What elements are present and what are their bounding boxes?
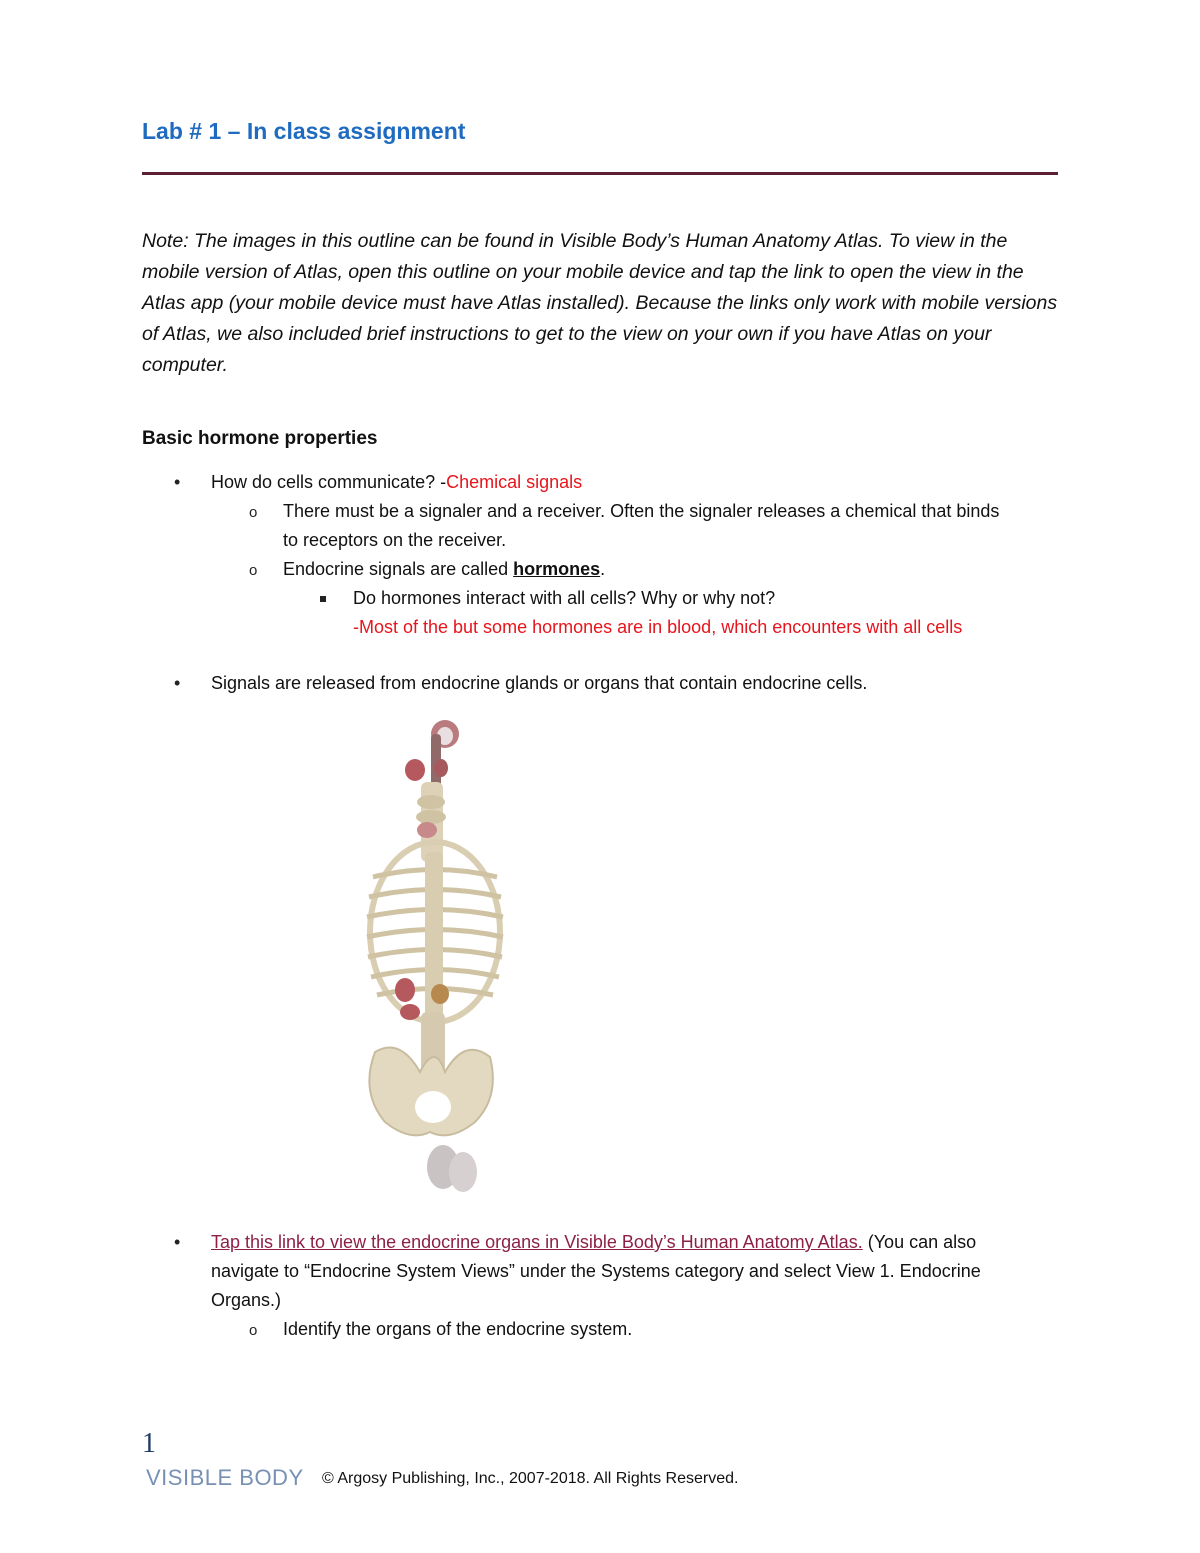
copyright-text: © Argosy Publishing, Inc., 2007-2018. All Rights Reserved. bbox=[322, 1470, 739, 1487]
bullet-instructions-line: Organs.) bbox=[211, 1290, 282, 1310]
bullet-atlas-link bbox=[211, 1228, 976, 1257]
answer-text: Chemical signals bbox=[446, 472, 583, 492]
page-title: Lab # 1 – In class assignment bbox=[142, 118, 466, 144]
sub-sub-bullet-answer: -Most of the but some hormones are in blood, which encounters with all cells bbox=[353, 617, 963, 637]
sub-sub-bullet-question: Do hormones interact with all cells? Why or why not? bbox=[353, 588, 776, 608]
bullet-instructions-line: navigate to “Endocrine System Views” under the Systems category and select View 1. Endocrine bbox=[211, 1261, 981, 1281]
hormones-term: hormones bbox=[513, 559, 601, 579]
visible-body-logo: VISIBLE BODY bbox=[146, 1465, 304, 1490]
bullet-dot-icon: • bbox=[174, 1232, 181, 1252]
page-number: 1 bbox=[142, 1428, 156, 1459]
sub-bullet-circle-icon: o bbox=[249, 562, 258, 579]
question-text: How do cells communicate? - bbox=[211, 472, 447, 492]
intro-note: Note: The images in this outline can be found in Visible Body’s Human Anatomy Atlas. To view in the mobile version of Atlas, open this outline on your mobile device and tap the link to open the view in the Atlas app (your mobile device must have Atlas installed). Because the links only work with mobile versions of Atlas, we also included brief instructions to get to the view on your own if you have Atlas on your computer. bbox=[142, 230, 1058, 376]
sub-bullet-suffix: . bbox=[600, 559, 606, 579]
section-heading: Basic hormone properties bbox=[142, 428, 378, 449]
link-instructions: (You can also bbox=[862, 1232, 977, 1252]
sub-bullet-line: There must be a signaler and a receiver. Often the signaler releases a chemical that binds bbox=[283, 501, 1000, 521]
sub-bullet-hormones bbox=[283, 555, 605, 584]
sub-bullet-prefix: Endocrine signals are called bbox=[283, 559, 514, 579]
endocrine-skeleton-image bbox=[355, 712, 505, 1202]
title-divider bbox=[142, 172, 1058, 175]
sub-bullet-line: to receptors on the receiver. bbox=[283, 530, 507, 550]
bullet-question-1 bbox=[211, 468, 582, 497]
sub-bullet-circle-icon: o bbox=[249, 1322, 258, 1339]
sub-bullet-identify: Identify the organs of the endocrine system. bbox=[283, 1319, 633, 1339]
bullet-dot-icon: • bbox=[174, 472, 181, 492]
bullet-dot-icon: • bbox=[174, 673, 181, 693]
square-bullet-icon bbox=[320, 596, 326, 602]
bullet-signals: Signals are released from endocrine glands or organs that contain endocrine cells. bbox=[211, 673, 868, 693]
atlas-endocrine-link[interactable]: Tap this link to view the endocrine organs in Visible Body’s Human Anatomy Atlas. bbox=[211, 1232, 863, 1252]
sub-bullet-circle-icon: o bbox=[249, 504, 258, 521]
